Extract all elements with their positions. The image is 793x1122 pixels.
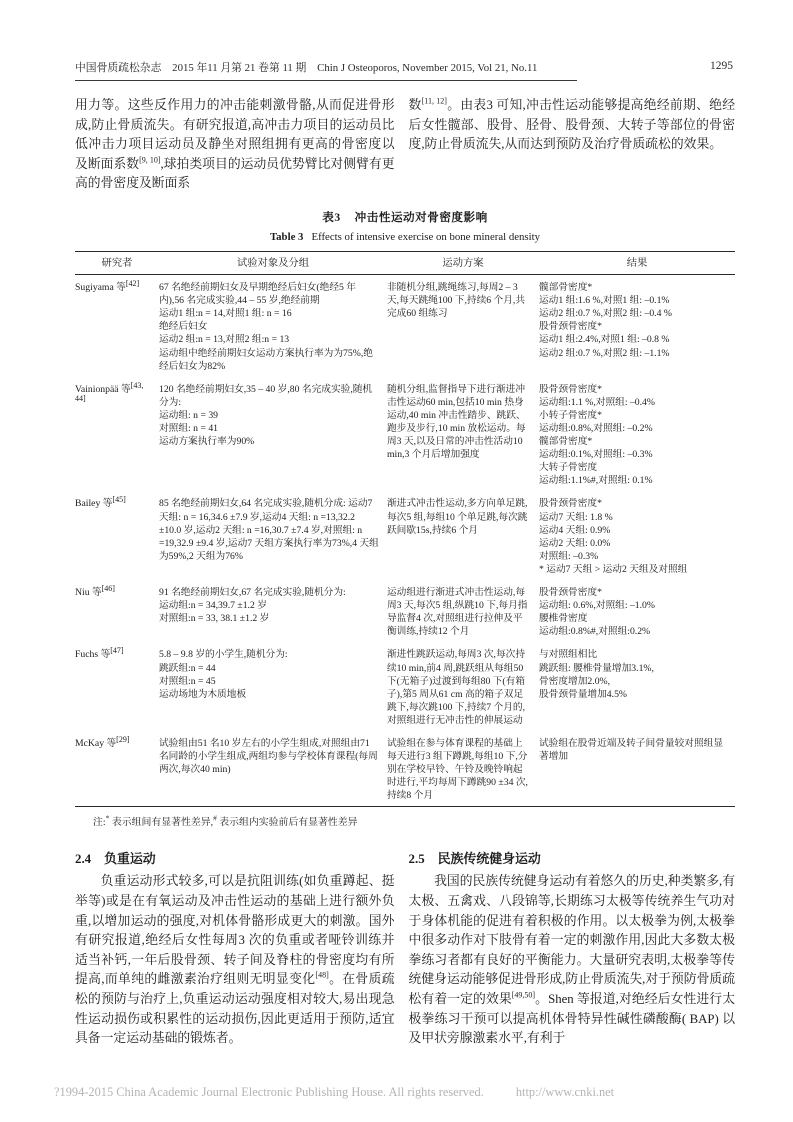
page-header: [75, 60, 735, 75]
section-heading: [75, 848, 395, 867]
citation-superscript: [9, 10]: [139, 155, 161, 165]
researcher-name: Sugiyama 等: [75, 282, 126, 294]
col-header-subjects: 试验对象及分组: [159, 251, 387, 274]
result-cell: 股骨颈骨密度* 运动组: 0.6%,对照组: –1.0% 腰椎骨密度 运动组:0.8%#,对照组:0.2%: [539, 587, 655, 638]
researcher-name: Bailey 等: [75, 498, 113, 510]
table-number-cn: 表3: [322, 210, 341, 224]
page-number: 1295: [710, 60, 733, 72]
scheme-cell: 运动组进行渐进式冲击性运动,每周3 天,每次5 组,纵跳10 下,每月指导监督4 次,对照组进行拉伸及平衡训练,持续12 个月: [387, 587, 528, 638]
col-header-scheme: 运动方案: [387, 251, 539, 274]
result-cell: 股骨颈骨密度* 运动7 天组: 1.8 % 运动4 天组: 0.9% 运动2 天组: 0.0% 对照组: –0.3% * 运动7 天组 > 运动2 天组及对照组: [539, 498, 688, 575]
results-table: [75, 251, 735, 807]
intro-left-text: 用力等。这些反作用力的冲击能刺激骨骼,从而促进骨形成,防止骨质流失。有研究报道,高冲击力项目的运动员比低冲击力项目运动员及静坐对照组拥有更高的骨密度以及断面系数: [75, 98, 395, 171]
reference-superscript: [43, 44]: [75, 380, 144, 403]
table-head: [75, 251, 735, 274]
table-row: [75, 491, 735, 580]
page-body: [75, 96, 735, 1049]
table-body: [75, 275, 735, 807]
subject-cell: 120 名绝经前期妇女,35 – 40 岁,80 名完成实验,随机分为: 运动组: n = 39 对照组: n = 41 运动方案执行率为90%: [159, 383, 373, 448]
section-2-4: [75, 840, 395, 1048]
intro-right-column: [409, 96, 735, 194]
section-paragraph: [75, 872, 395, 1048]
section-text-cont: 。在骨质疏松的预防与治疗上,负重运动运动强度相对较大,易出现急性运动损伤或积累性的运动损伤,因此更适用于预防,适宜具备一定运动基础的锻炼者。: [75, 972, 395, 1046]
header-rule: [75, 80, 577, 81]
cnki-url: http://www.cnki.net: [515, 1085, 615, 1099]
researcher-cell: [75, 642, 159, 731]
researcher-cell: [75, 275, 159, 377]
reference-superscript: [42]: [125, 278, 140, 288]
note-end: 表示组内实验前后有显著性差异: [216, 817, 358, 829]
page-footer: [54, 1085, 614, 1100]
scheme-cell: 渐进性跳跃运动,每周3 次,每次持续10 min,前4 周,跳跃组从每组50 下(无箱子)过渡到每组80 下(有箱子),第5 周从61 cm 高的箱子双足跳下,每次跳100 下,持续7 个月的,对照组进行无冲击性的伸展运动: [387, 649, 526, 726]
table-title-en: [75, 231, 735, 243]
copyright-text: ?1994-2015 China Academic Journal Electronic Publishing House. All rights reserved.: [54, 1085, 484, 1099]
section-heading: [409, 848, 735, 867]
section-text: 负重运动形式较多,可以是抗阻训练(如负重蹲起、挺举等)或是在有氧运动及冲击性运动的基础上进行额外负重,以增加运动的强度,对机体骨骼形成更大的刺激。国外有研究报道,绝经后女性每周3 次的负重或者哑铃训练并适当补钙,一年后股骨颈、转子间及脊柱的骨密度均有所提高,而单纯的雌激素治疗组则无明显变化: [75, 874, 395, 987]
table-row: [75, 275, 735, 377]
section-title: 民族传统健身运动: [437, 852, 541, 867]
researcher-cell: [75, 491, 159, 580]
section-title: 负重运动: [104, 852, 156, 867]
table-row: [75, 580, 735, 642]
researcher-name: Fuchs 等: [75, 649, 111, 661]
subject-cell: 试验组由51 名10 岁左右的小学生组成,对照组由71 名同龄的小学生组成,两组均参与学校体育课程(每周两次,每次40 min): [159, 737, 378, 776]
researcher-cell: [75, 731, 159, 807]
reference-superscript: [47]: [110, 646, 124, 656]
section-paragraph: [409, 872, 735, 1048]
section-number: 2.4: [75, 852, 92, 867]
table-row: [75, 642, 735, 731]
researcher-name: McKay 等: [75, 737, 117, 749]
scheme-cell: 非随机分组,跳绳练习,每周2 – 3 天,每天跳绳100 下,持续6 个月,共完成60 组练习: [387, 282, 526, 320]
subject-cell: 67 名绝经前期妇女及早期绝经后妇女(绝经5 年内),56 名完成实验,44 – 55 岁,绝经前期 运动1 组:n = 14,对照1 组: n = 16 绝经后妇女 运动2 组:n = 13,对照2 组:n = 13 运动组中绝经前期妇女运动方案执行率为为75%,绝经后妇女为82%: [159, 282, 373, 372]
result-cell: 髋部骨密度* 运动1 组:1.6 %,对照1 组: –0.1% 运动2 组:0.7 %,对照2 组: –0.4 % 股骨颈骨密度* 运动1 组:2.4%,对照1 组: –0.8 % 运动2 组:0.7 %,对照2 组: –1.1%: [539, 282, 672, 359]
reference-superscript: [45]: [112, 495, 126, 505]
intro-left-text-cont: ,球拍类项目的运动员优势臂比对侧臂有更高的骨密度及断面系: [75, 156, 395, 191]
subject-cell: 5.8 – 9.8 岁的小学生,随机分为: 跳跃组:n = 44 对照组:n = 45 运动场地为木质地板: [159, 649, 288, 700]
citation-superscript: [49,50]: [511, 990, 536, 1000]
section-text: 我国的民族传统健身运动有着悠久的历史,种类繁多,有太极、五禽戏、八段锦等,长期练习太极等传统养生气功对于身体机能的促进有着积极的作用。以太极拳为例,太极拳中很多动作对下肢骨有着一定的刺激作用,因此大多数太极拳练习者都有良好的平衡能力。大量研究表明,太极拳等传统健身运动能够促进骨形成,防止骨质流失,对于预防骨质疏松有着一定的效果: [408, 874, 735, 1006]
researcher-name: Niu 等: [75, 587, 102, 599]
col-header-result: 结果: [539, 251, 735, 274]
scheme-cell: 随机分组,监督指导下进行渐进冲击性运动60 min,包括10 min 热身运动,40 min 冲击性踏步、跳跃、跑步及步行,10 min 放松运动。每周3 天,以及日常的冲击性活动10 min,3 个月后增加强度: [387, 383, 526, 461]
note-prefix: 注:: [93, 817, 106, 829]
asterisk-mark: *: [105, 814, 110, 824]
researcher-name: Vainionpää 等: [75, 383, 131, 395]
hash-mark: #: [213, 814, 217, 824]
intro-right-text: 数: [408, 98, 422, 112]
col-header-researcher: 研究者: [75, 251, 159, 274]
intro-right-text-cont: 。由表3 可知,冲击性运动能够提高绝经前期、绝经后女性髋部、股骨、胫骨、股骨颈、大转子等部位的骨密度,防止骨质流失,从而达到预防及治疗骨质疏松的效果。: [408, 98, 736, 152]
table-header-row: [75, 251, 735, 274]
section-number: 2.5: [408, 852, 425, 867]
scheme-cell: 渐进式冲击性运动,多方向单足跳,每次5 组,每组10 个单足跳,每次跳跃间歇15s,持续6 个月: [387, 498, 528, 536]
reference-superscript: [29]: [116, 734, 130, 744]
table-number-en: Table 3: [269, 230, 304, 243]
table-row: [75, 731, 735, 807]
section-columns: [75, 840, 735, 1048]
citation-superscript: [11, 12]: [421, 96, 447, 106]
intro-left-column: [75, 96, 395, 194]
result-cell: 股骨颈骨密度* 运动组:1.1 %,对照组: –0.4% 小转子骨密度* 运动组:0.8%,对照组: –0.2% 髋部骨密度* 运动组:0.1%,对照组: –0.3% 大转子骨密度 运动组:1.1%#,对照组: 0.1%: [539, 383, 655, 487]
table-caption-cn: 冲击性运动对骨密度影响: [354, 210, 488, 224]
scheme-cell: 试验组在参与体育课程的基础上每天进行3 组下蹲跳,每组10 下,分别在学校早铃、午铃及晚铃响起时进行,平均每周下蹲跳90 ±34 次,持续8 个月: [387, 737, 528, 802]
researcher-cell: [75, 580, 159, 642]
result-cell: 与对照组相比 跳跃组: 腰椎骨量增加3.1%, 骨密度增加2.0%, 股骨颈骨量增加4.5%: [539, 649, 654, 700]
subject-cell: 91 名绝经前期妇女,67 名完成实验,随机分为: 运动组:n = 34,39.7 ±1.2 岁 对照组:n = 33, 38.1 ±1.2 岁: [159, 587, 346, 625]
intro-left-paragraph: [75, 96, 395, 194]
intro-right-paragraph: [409, 96, 735, 155]
result-cell: 试验组在股骨近端及转子间骨量较对照组显著增加: [539, 737, 724, 763]
note-mid: 表示组间有显著性差异,: [109, 817, 214, 829]
reference-superscript: [46]: [101, 583, 115, 593]
journal-title-line: 中国骨质疏松杂志 2015 年11 月第 21 卷第 11 期 Chin J Osteoporos, November 2015, Vol 21, No.11: [75, 62, 538, 74]
subject-cell: 85 名绝经前期妇女,64 名完成实验,随机分成: 运动7 天组: n = 16,34.6 ±7.9 岁,运动4 天组: n =13,32.2 ±10.0 岁,运动2 天组: n =16,30.7 ±7.4 岁,对照组: n =19,32.9 ±9.4 岁,运动7 天组方案执行率为73%,4 天组为59%,2 天组为76%: [159, 498, 379, 562]
table-title-cn: [75, 209, 735, 225]
section-2-5: [409, 840, 735, 1048]
researcher-cell: [75, 377, 159, 492]
table-row: [75, 377, 735, 492]
table-footnote: [75, 814, 735, 828]
intro-columns: [75, 96, 735, 194]
section-text-cont: 。Shen 等报道,对绝经后女性进行太极拳练习干预可以提高机体骨特异性碱性磷酸酶( BAP) 以及甲状旁腺激素水平,有利于: [408, 992, 735, 1046]
table-block: [75, 209, 735, 828]
table-caption-en: Effects of intensive exercise on bone mineral density: [311, 230, 541, 243]
citation-superscript: [48]: [315, 971, 329, 981]
